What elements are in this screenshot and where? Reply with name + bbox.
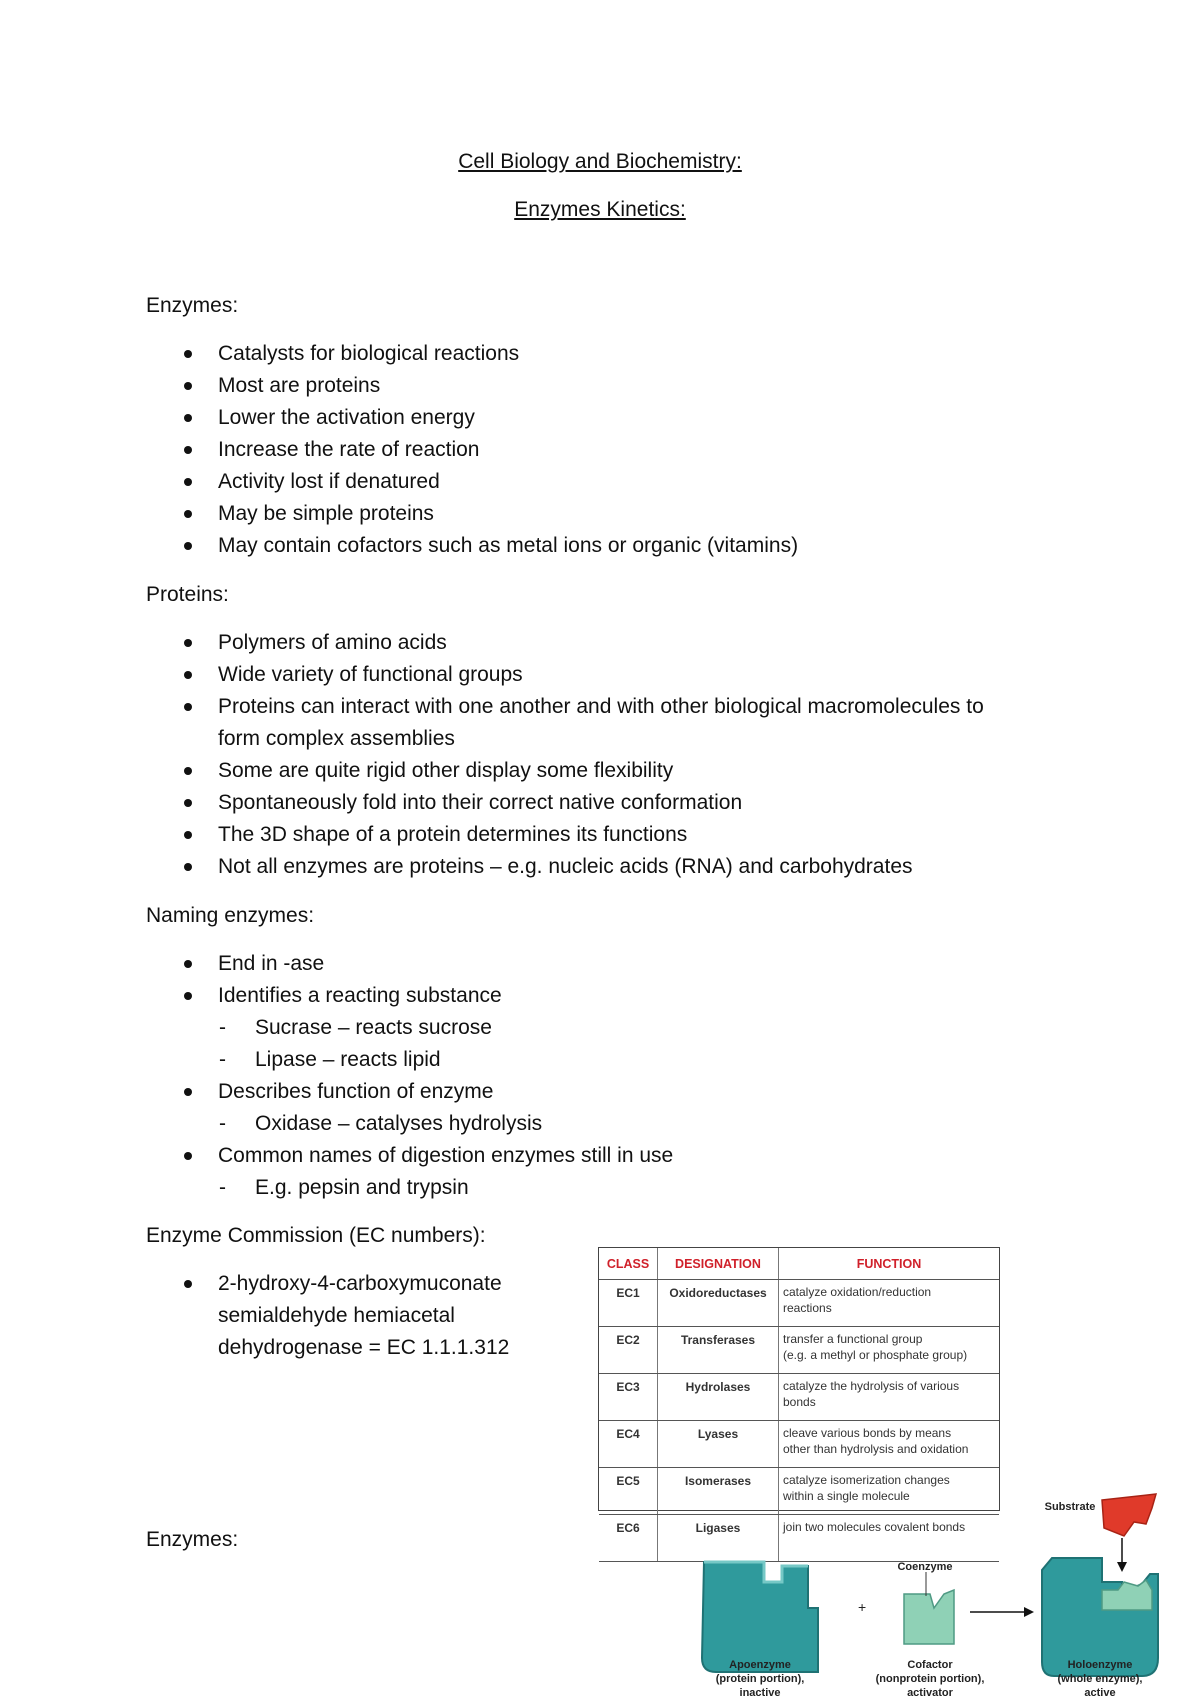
reaction-arrow — [970, 1607, 1034, 1617]
ec-class: EC6 — [599, 1515, 658, 1562]
bullet-icon — [184, 446, 192, 454]
ec-designation: Oxidoreductases — [658, 1280, 779, 1327]
cofactor-label-line: Cofactor — [907, 1659, 953, 1671]
list-item-text: Lower the activation energy — [218, 406, 475, 429]
cofactor-label-line: activator — [907, 1687, 953, 1699]
column-header: CLASS — [599, 1248, 658, 1280]
sub-list-item — [146, 1012, 673, 1044]
list-item-text: Spontaneously fold into their correct native conformation — [218, 791, 743, 814]
list-item-text: semialdehyde hemiacetal — [218, 1304, 455, 1327]
apoenzyme-label-line: Apoenzyme — [729, 1659, 791, 1671]
bullet-icon — [184, 414, 192, 422]
holoenzyme-diagram — [690, 1490, 1190, 1698]
ec-designation: Ligases — [658, 1515, 779, 1562]
enzymes2-heading: Enzymes: — [146, 1528, 239, 1551]
coenzyme-label: Coenzyme — [897, 1561, 953, 1573]
list-item-text: Most are proteins — [218, 374, 381, 397]
list-item — [146, 466, 798, 498]
column-header: DESIGNATION — [658, 1248, 779, 1280]
ec-class: EC2 — [599, 1327, 658, 1374]
list-item-text: May be simple proteins — [218, 502, 434, 525]
bullet-icon — [184, 350, 192, 358]
bullet-icon — [184, 510, 192, 518]
holoenzyme-label-line: (whole enzyme), — [1057, 1673, 1143, 1685]
list-item — [146, 787, 984, 819]
enzymes-heading: Enzymes: — [146, 294, 239, 317]
bullet-icon — [184, 1280, 192, 1288]
list-item-text: Lipase – reacts lipid — [255, 1048, 441, 1071]
ec-function-line: transfer a functional group — [783, 1332, 923, 1346]
list-item-text: Identifies a reacting substance — [218, 984, 502, 1007]
dash-marker: - — [219, 1112, 226, 1135]
list-item — [146, 980, 673, 1012]
substrate-shape — [1102, 1494, 1156, 1572]
bullet-icon — [184, 799, 192, 807]
column-header: FUNCTION — [779, 1248, 1000, 1280]
plus-sign: + — [858, 1599, 867, 1615]
ec-heading: Enzyme Commission (EC numbers): — [146, 1224, 486, 1247]
naming-list — [146, 948, 673, 1204]
list-item — [146, 498, 798, 530]
ec-class: EC4 — [599, 1421, 658, 1468]
bullet-icon — [184, 671, 192, 679]
ec-function — [779, 1327, 1000, 1374]
dash-marker: - — [219, 1016, 226, 1039]
cofactor-label — [860, 1658, 1000, 1700]
list-item-text: The 3D shape of a protein determines its functions — [218, 823, 688, 846]
list-item-text: Increase the rate of reaction — [218, 438, 480, 461]
ec-list — [146, 1268, 509, 1364]
list-item — [146, 691, 984, 723]
bullet-icon — [184, 639, 192, 647]
list-item-continuation — [146, 723, 984, 755]
table-header-row — [599, 1248, 999, 1280]
list-item-text: Catalysts for biological reactions — [218, 342, 520, 365]
naming-heading: Naming enzymes: — [146, 904, 315, 927]
bullet-icon — [184, 478, 192, 486]
holoenzyme-label-line: Holoenzyme — [1067, 1659, 1133, 1671]
bullet-icon — [184, 960, 192, 968]
sub-list-item — [146, 1172, 673, 1204]
bullet-icon — [184, 863, 192, 871]
apoenzyme-label — [690, 1658, 830, 1700]
table-row — [599, 1280, 999, 1327]
ec-class: EC5 — [599, 1468, 658, 1515]
ec-function-line: catalyze the hydrolysis of various — [783, 1379, 960, 1393]
list-item-text: Polymers of amino acids — [218, 631, 447, 654]
holoenzyme-label-line: active — [1084, 1687, 1116, 1699]
list-item-continuation — [146, 1332, 509, 1364]
table-row — [599, 1421, 999, 1468]
list-item-text: End in -ase — [218, 952, 325, 975]
list-item-continuation — [146, 1300, 509, 1332]
document-title: Cell Biology and Biochemistry: — [458, 150, 742, 173]
list-item — [146, 627, 984, 659]
list-item — [146, 819, 984, 851]
list-item-text: dehydrogenase = EC 1.1.1.312 — [218, 1336, 510, 1359]
ec-function-line: within a single molecule — [783, 1489, 910, 1503]
list-item — [146, 402, 798, 434]
bullet-icon — [184, 382, 192, 390]
ec-class: EC1 — [599, 1280, 658, 1327]
list-item-text: Oxidase – catalyses hydrolysis — [255, 1112, 543, 1135]
list-item — [146, 659, 984, 691]
ec-function-line: reactions — [783, 1301, 832, 1315]
list-item-text: form complex assemblies — [218, 727, 455, 750]
list-item-text: Sucrase – reacts sucrose — [255, 1016, 492, 1039]
list-item-text: Proteins can interact with one another and with other biological macromolecules to — [218, 695, 984, 718]
ec-classification-table — [598, 1247, 1000, 1535]
list-item — [146, 1076, 673, 1108]
list-item-text: Activity lost if denatured — [218, 470, 440, 493]
sub-list-item — [146, 1044, 673, 1076]
list-item-text: Wide variety of functional groups — [218, 663, 523, 686]
ec-class: EC3 — [599, 1374, 658, 1421]
bullet-icon — [184, 542, 192, 550]
apoenzyme-shape — [702, 1562, 818, 1672]
list-item-text: Some are quite rigid other display some flexibility — [218, 759, 674, 782]
ec-function-line: catalyze isomerization changes — [783, 1473, 950, 1487]
list-item-text: Describes function of enzyme — [218, 1080, 494, 1103]
list-item — [146, 530, 798, 562]
bullet-icon — [184, 831, 192, 839]
ec-function-line: join two molecules covalent bonds — [783, 1520, 966, 1534]
bullet-icon — [184, 1152, 192, 1160]
proteins-list — [146, 627, 984, 883]
document-subtitle: Enzymes Kinetics: — [514, 198, 686, 221]
ec-designation: Transferases — [658, 1327, 779, 1374]
table-row — [599, 1327, 999, 1374]
ec-function-line: catalyze oxidation/reduction — [783, 1285, 932, 1299]
ec-function-line: cleave various bonds by means — [783, 1426, 952, 1440]
bullet-icon — [184, 992, 192, 1000]
cofactor-shape — [904, 1572, 954, 1644]
apoenzyme-label-line: inactive — [739, 1687, 781, 1699]
list-item — [146, 434, 798, 466]
ec-function-line: bonds — [783, 1395, 816, 1409]
substrate-label: Substrate — [1044, 1501, 1096, 1513]
ec-function-line: (e.g. a methyl or phosphate group) — [783, 1348, 968, 1362]
holoenzyme-label — [1040, 1658, 1160, 1700]
proteins-heading: Proteins: — [146, 583, 229, 606]
list-item — [146, 1268, 509, 1300]
sub-list-item — [146, 1108, 673, 1140]
cofactor-label-line: (nonprotein portion), — [875, 1673, 985, 1685]
ec-function — [779, 1280, 1000, 1327]
list-item — [146, 1140, 673, 1172]
ec-function-line: other than hydrolysis and oxidation — [783, 1442, 969, 1456]
enzymes-list — [146, 338, 798, 562]
dash-marker: - — [219, 1176, 226, 1199]
ec-designation: Isomerases — [658, 1468, 779, 1515]
list-item — [146, 370, 798, 402]
bullet-icon — [184, 767, 192, 775]
dash-marker: - — [219, 1048, 226, 1071]
list-item-text: Common names of digestion enzymes still in use — [218, 1144, 674, 1167]
list-item — [146, 948, 673, 980]
table-row — [599, 1374, 999, 1421]
apoenzyme-label-line: (protein portion), — [715, 1673, 805, 1685]
ec-function — [779, 1421, 1000, 1468]
list-item-text: 2-hydroxy-4-carboxymuconate — [218, 1272, 502, 1295]
list-item-text: Not all enzymes are proteins – e.g. nucleic acids (RNA) and carbohydrates — [218, 855, 913, 878]
list-item-text: May contain cofactors such as metal ions or organic (vitamins) — [218, 534, 799, 557]
ec-function — [779, 1374, 1000, 1421]
ec-designation: Lyases — [658, 1421, 779, 1468]
list-item — [146, 851, 984, 883]
bullet-icon — [184, 703, 192, 711]
ec-designation: Hydrolases — [658, 1374, 779, 1421]
list-item — [146, 755, 984, 787]
list-item — [146, 338, 798, 370]
list-item-text: E.g. pepsin and trypsin — [255, 1176, 469, 1199]
bullet-icon — [184, 1088, 192, 1096]
